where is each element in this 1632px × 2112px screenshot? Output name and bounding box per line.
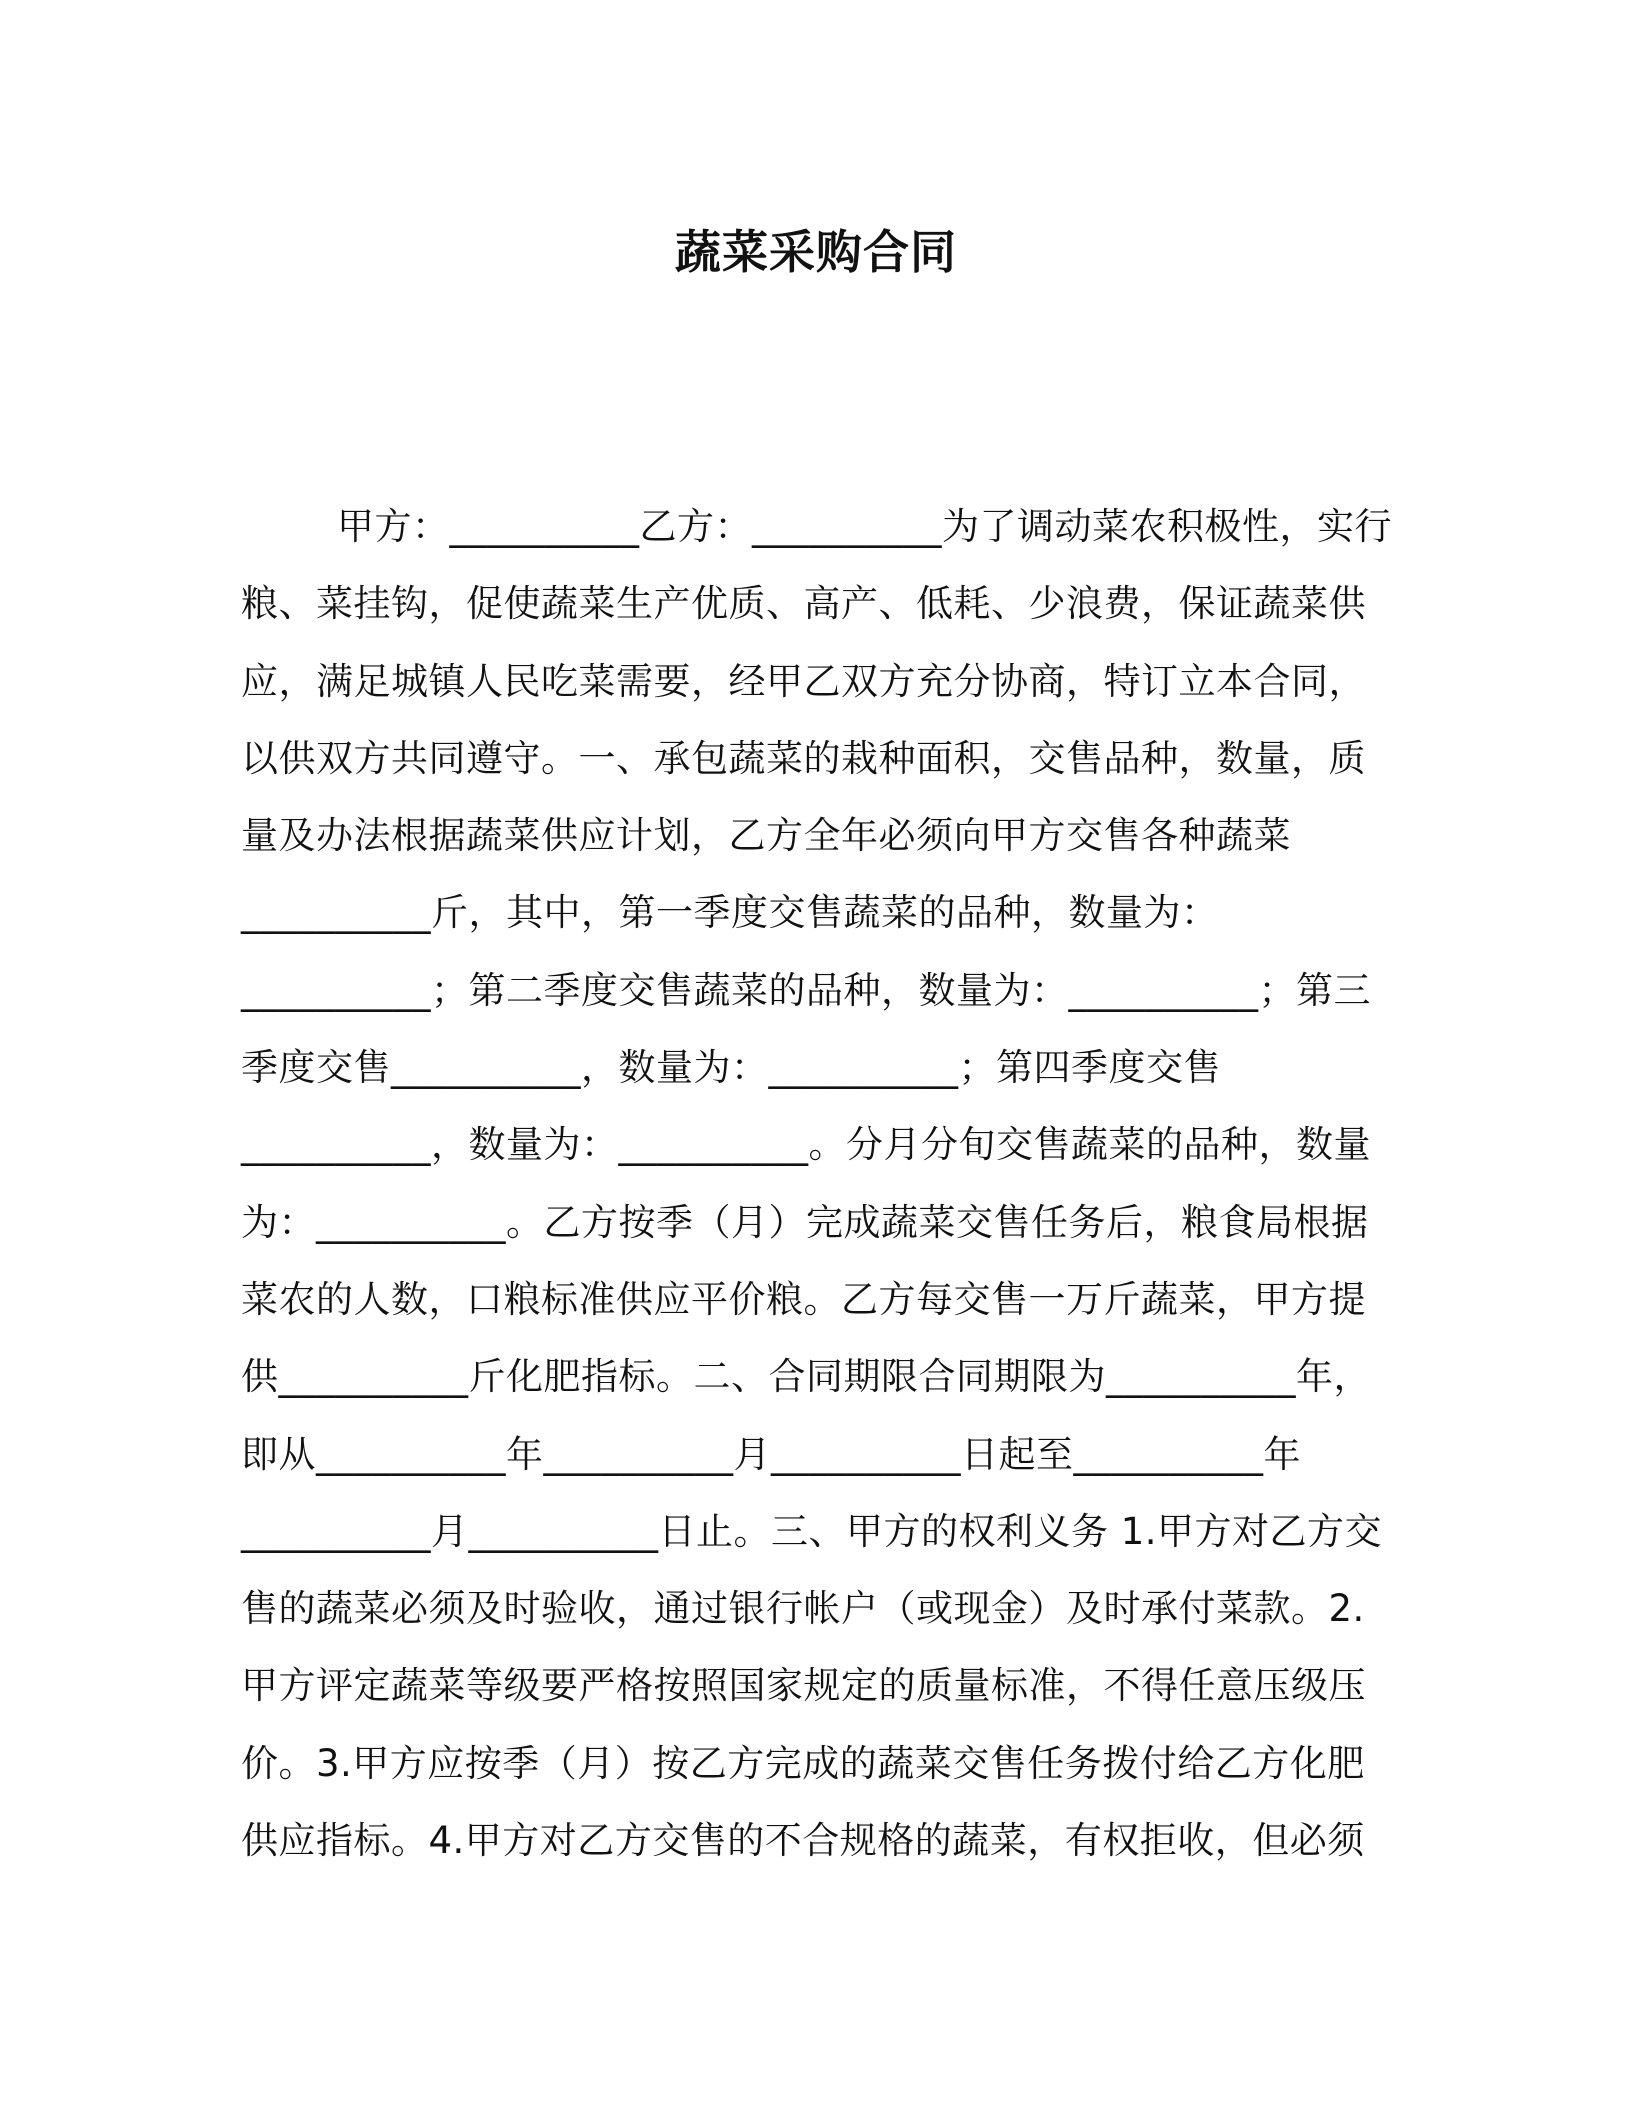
document-title: 蔬菜采购合同 <box>675 225 957 279</box>
body-line: 粮、菜挂钩，促使蔬菜生产优质、高产、低耗、少浪费，保证蔬菜供 <box>241 582 1366 626</box>
body-line: 以供双方共同遵守。一、承包蔬菜的栽种面积，交售品种，数量，质 <box>241 736 1366 780</box>
body-line: 供__________斤化肥指标。二、合同期限合同期限为__________年， <box>241 1355 1371 1399</box>
body-line: 甲方评定蔬菜等级要严格按照国家规定的质量标准，不得任意压级压 <box>241 1664 1366 1708</box>
body-line: 甲方：__________乙方：__________为了调动菜农积极性，实行 <box>337 505 1392 548</box>
body-line: 为：__________。乙方按季（月）完成蔬菜交售任务后，粮食局根据 <box>241 1200 1369 1244</box>
body-line: 价。3.甲方应按季（月）按乙方完成的蔬菜交售任务拨付给乙方化肥 <box>241 1741 1365 1785</box>
document-body <box>241 488 1391 1879</box>
body-line: 售的蔬菜必须及时验收，通过银行帐户（或现金）及时承付菜款。2. <box>241 1587 1365 1631</box>
body-line: __________月__________日止。三、甲方的权利义务 1.甲方对乙方交 <box>241 1509 1383 1553</box>
body-line: 菜农的人数，口粮标准供应平价粮。乙方每交售一万斤蔬菜，甲方提 <box>241 1277 1366 1321</box>
body-line: 即从__________年__________月__________日起至__________年 <box>241 1432 1301 1476</box>
body-line: __________；第二季度交售蔬菜的品种，数量为：__________；第三 <box>241 968 1371 1012</box>
body-line: 应，满足城镇人民吃菜需要，经甲乙双方充分协商，特订立本合同， <box>241 659 1366 703</box>
body-line: 供应指标。4.甲方对乙方交售的不合规格的蔬菜，有权拒收，但必须 <box>241 1819 1365 1863</box>
body-line: 季度交售__________，数量为：__________；第四季度交售 <box>241 1046 1221 1090</box>
body-line: __________斤，其中，第一季度交售蔬菜的品种，数量为： <box>241 891 1219 935</box>
body-line: 量及办法根据蔬菜供应计划，乙方全年必须向甲方交售各种蔬菜 <box>241 814 1291 858</box>
body-line: __________，数量为：__________。分月分旬交售蔬菜的品种，数量 <box>241 1123 1371 1167</box>
